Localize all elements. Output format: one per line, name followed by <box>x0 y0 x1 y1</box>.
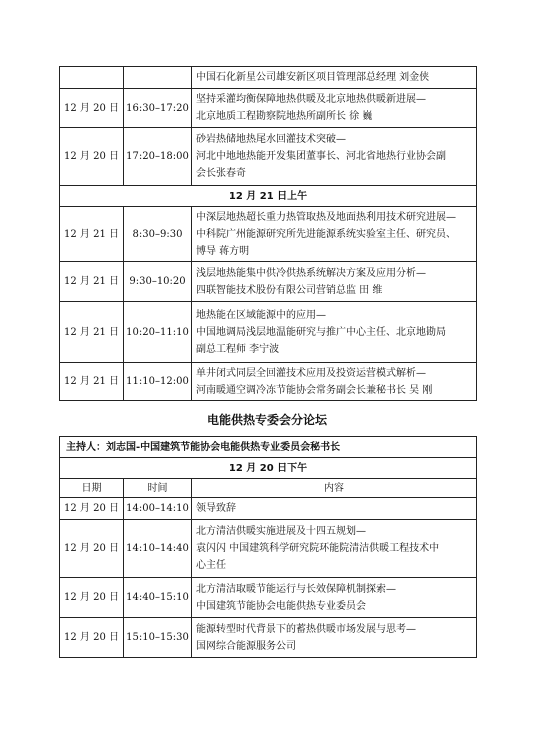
date-cell: 12 月 20 日 <box>60 578 124 618</box>
content-cell <box>192 363 477 401</box>
speaker: 中国地调局浅层地温能研究与推广中心主任、北京地勘局 <box>196 326 446 338</box>
table-row <box>60 618 477 658</box>
time-cell: 10:20–11:10 <box>124 302 192 363</box>
schedule-table-electric-heating <box>59 436 477 658</box>
date-cell: 12 月 20 日 <box>60 128 124 186</box>
content-cell: 中国石化新星公司雄安新区项目管理部总经理 刘金侠 <box>192 67 477 89</box>
speaker: 袁闪闪 中国建筑科学研究院环能院清洁供暖工程技术中 <box>196 543 440 554</box>
time-cell: 14:10–14:40 <box>124 520 192 578</box>
content-cell <box>192 578 477 618</box>
content-cell <box>192 302 477 363</box>
column-header-content: 内容 <box>192 479 477 498</box>
date-cell: 12 月 21 日 <box>60 262 124 302</box>
table-row <box>60 128 477 186</box>
table-row <box>60 520 477 578</box>
time-cell: 11:10–12:00 <box>124 363 192 401</box>
time-cell: 14:00–14:10 <box>124 498 192 520</box>
time-cell: 9:30–10:20 <box>124 262 192 302</box>
content-cell <box>192 498 477 520</box>
time-cell: 16:30–17:20 <box>124 89 192 128</box>
section-row <box>60 186 477 207</box>
time-cell: 17:20–18:00 <box>124 128 192 186</box>
table-row <box>60 498 477 520</box>
date-cell: 12 月 20 日 <box>60 520 124 578</box>
time-cell: 14:40–15:10 <box>124 578 192 618</box>
speaker: 国网综合能源服务公司 <box>196 640 296 652</box>
table-row <box>60 302 477 363</box>
table-row <box>60 67 477 89</box>
content-cell <box>192 618 477 658</box>
content-cell <box>192 207 477 262</box>
schedule-table-geothermal <box>59 66 477 401</box>
date-cell <box>60 67 124 89</box>
host-line: 主持人：刘志国-中国建筑节能协会电能供热专业委员会秘书长 <box>60 437 477 458</box>
date-cell: 12 月 21 日 <box>60 363 124 401</box>
table-row <box>60 578 477 618</box>
host-row <box>60 437 477 458</box>
speaker: 中国建筑节能协会电能供热专业委员会 <box>196 600 366 612</box>
forum-title: 电能供热专委会分论坛 <box>206 413 327 427</box>
section-row <box>60 458 477 479</box>
table-row <box>60 89 477 128</box>
content-cell <box>192 262 477 302</box>
talk-title: 坚持采灌均衡保障地热供暖及北京地热供暖新进展— <box>196 94 426 105</box>
header-row <box>60 479 477 498</box>
talk-title: 砂岩热储地热尾水回灌技术突破— <box>196 134 346 145</box>
table-row <box>60 363 477 401</box>
talk-title: 中深层地热超长重力热管取热及地面热利用技术研究进展— <box>196 211 456 223</box>
talk-title: 北方清洁供暖实施进展及十四五规划— <box>196 526 366 537</box>
talk-title: 浅层地热能集中供冷供热系统解决方案及应用分析— <box>196 267 426 279</box>
content-cell <box>192 520 477 578</box>
talk-title: 能源转型时代背景下的蓄热供暖市场发展与思考— <box>196 623 416 635</box>
section-heading: 12 月 21 日上午 <box>60 186 477 207</box>
content-cell <box>192 89 477 128</box>
time-cell: 15:10–15:30 <box>124 618 192 658</box>
table-row <box>60 207 477 262</box>
content-cell <box>192 128 477 186</box>
speaker: 四联智能技术股份有限公司营销总监 田 维 <box>196 284 383 296</box>
speaker: 中科院广州能源研究所先进能源系统实验室主任、研究员、 <box>196 228 456 240</box>
date-cell: 12 月 21 日 <box>60 302 124 363</box>
talk-title: 领导致辞 <box>196 503 236 514</box>
section-heading: 12 月 20 日下午 <box>60 458 477 479</box>
talk-title: 北方清洁取暖节能运行与长效保障机制探索— <box>196 583 396 595</box>
speaker: 博导 蒋方明 <box>196 245 250 257</box>
speaker: 河北中地地热能开发集团董事长、河北省地热行业协会副 <box>196 151 446 162</box>
time-cell: 8:30–9:30 <box>124 207 192 262</box>
date-cell: 12 月 21 日 <box>60 207 124 262</box>
speaker: 北京地质工程勘察院地热所副所长 徐 巍 <box>196 111 373 122</box>
date-cell: 12 月 20 日 <box>60 618 124 658</box>
table-row <box>60 262 477 302</box>
speaker: 副总工程师 李宁波 <box>196 343 280 355</box>
time-cell <box>124 67 192 89</box>
talk-title: 地热能在区域能源中的应用— <box>196 309 326 321</box>
speaker: 会长张春奇 <box>196 168 246 179</box>
date-cell: 12 月 20 日 <box>60 89 124 128</box>
column-header-time: 时间 <box>124 479 192 498</box>
speaker: 河南暖通空调冷冻节能协会常务副会长兼秘书长 吴 刚 <box>196 384 433 396</box>
column-header-date: 日期 <box>60 479 124 498</box>
talk-title: 单井闭式同层全回灌技术应用及投资运营模式解析— <box>196 367 426 379</box>
date-cell: 12 月 20 日 <box>60 498 124 520</box>
speaker: 心主任 <box>196 560 226 571</box>
